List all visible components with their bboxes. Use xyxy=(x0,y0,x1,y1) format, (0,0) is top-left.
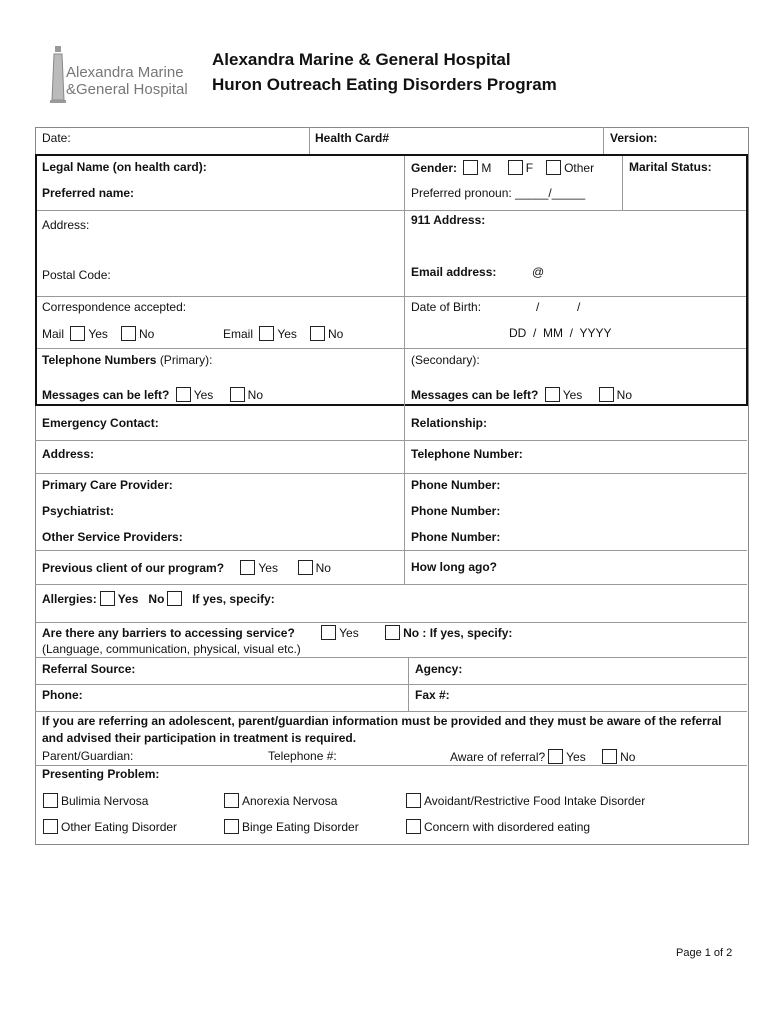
anorexia-checkbox[interactable] xyxy=(224,793,239,808)
previous-no-label: No xyxy=(315,561,331,575)
legal-name-label[interactable]: Legal Name (on health card): xyxy=(42,160,207,174)
messages-primary-no-checkbox[interactable] xyxy=(230,387,245,402)
previous-yes-label: Yes xyxy=(258,561,278,575)
anorexia-label: Anorexia Nervosa xyxy=(242,794,338,808)
logo-line1: Alexandra Marine xyxy=(66,64,184,81)
messages-secondary-yes-label: Yes xyxy=(562,388,583,402)
concern-label: Concern with disordered eating xyxy=(424,820,591,834)
previous-yes-checkbox[interactable] xyxy=(240,560,255,575)
adolescent-notice-line1: If you are referring an adolescent, parent/guardian information must be provided and they must be aware of the referral xyxy=(42,714,722,728)
previous-no-checkbox[interactable] xyxy=(298,560,313,575)
telephone-secondary-label[interactable]: (Secondary): xyxy=(411,353,480,367)
referral-source-label[interactable]: Referral Source: xyxy=(42,662,136,676)
fax-label[interactable]: Fax #: xyxy=(415,688,450,702)
agency-label[interactable]: Agency: xyxy=(415,662,463,676)
barriers-no-label: No : If yes, specify: xyxy=(403,626,513,640)
version-label[interactable]: Version: xyxy=(610,131,658,145)
option-anorexia xyxy=(221,793,337,808)
barriers-yes-label: Yes xyxy=(339,626,359,640)
allergies-specify-label: If yes, specify: xyxy=(192,592,275,606)
concern-checkbox[interactable] xyxy=(406,819,421,834)
email-at-symbol: @ xyxy=(532,265,545,279)
barriers-no-checkbox[interactable] xyxy=(385,625,400,640)
gender-field xyxy=(411,160,594,175)
dob-slash-2: / xyxy=(577,300,581,314)
barriers-subtext: (Language, communication, physical, visual etc.) xyxy=(42,642,301,656)
gender-other-checkbox[interactable] xyxy=(546,160,561,175)
aware-no-checkbox[interactable] xyxy=(602,749,617,764)
mail-option xyxy=(42,326,154,341)
email-no-checkbox[interactable] xyxy=(310,326,325,341)
messages-primary-yes-checkbox[interactable] xyxy=(176,387,191,402)
referral-phone-label[interactable]: Phone: xyxy=(42,688,83,702)
email-no-label: No xyxy=(327,327,344,341)
messages-label-2: Messages can be left? xyxy=(411,388,539,402)
mail-yes-label: Yes xyxy=(88,327,108,341)
messages-primary-no-label: No xyxy=(247,388,263,402)
gender-f-label: F xyxy=(525,161,534,175)
psychiatrist-label[interactable]: Psychiatrist: xyxy=(42,504,115,518)
gender-other-label: Other xyxy=(564,161,595,175)
allergies-row xyxy=(42,591,275,606)
mail-no-checkbox[interactable] xyxy=(121,326,136,341)
telephone-numbers-label: Telephone Numbers xyxy=(42,353,157,367)
arfid-checkbox[interactable] xyxy=(406,793,421,808)
allergies-no-checkbox[interactable] xyxy=(167,591,182,606)
other-ed-label: Other Eating Disorder xyxy=(61,820,178,834)
dob-format: DD / MM / YYYY xyxy=(509,326,612,340)
aware-yes-checkbox[interactable] xyxy=(548,749,563,764)
gender-m-label: M xyxy=(481,161,492,175)
other-providers-label[interactable]: Other Service Providers: xyxy=(42,530,183,544)
emergency-contact-label[interactable]: Emergency Contact: xyxy=(42,416,159,430)
aware-yes-label: Yes xyxy=(566,750,586,764)
mail-no-label: No xyxy=(138,327,155,341)
messages-label: Messages can be left? xyxy=(42,388,170,402)
aware-no-label: No xyxy=(620,750,636,764)
option-other-ed xyxy=(40,819,177,834)
page-number: Page 1 of 2 xyxy=(676,947,733,959)
presenting-problem-label: Presenting Problem: xyxy=(42,767,160,781)
hospital-title: Alexandra Marine & General Hospital xyxy=(212,50,511,69)
bulimia-label: Bulimia Nervosa xyxy=(61,794,149,808)
allergies-yes-label: Yes xyxy=(117,592,139,606)
marital-status-label[interactable]: Marital Status: xyxy=(629,160,712,174)
patient-info-box xyxy=(35,154,748,406)
date-label[interactable]: Date: xyxy=(42,131,71,145)
hospital-logo xyxy=(44,44,194,108)
email-yes-checkbox[interactable] xyxy=(259,326,274,341)
binge-checkbox[interactable] xyxy=(224,819,239,834)
primary-care-phone-label[interactable]: Phone Number: xyxy=(411,478,501,492)
correspondence-label: Correspondence accepted: xyxy=(42,300,187,314)
emergency-telephone-label[interactable]: Telephone Number: xyxy=(411,447,523,461)
messages-secondary-no-checkbox[interactable] xyxy=(599,387,614,402)
binge-label: Binge Eating Disorder xyxy=(242,820,359,834)
arfid-label: Avoidant/Restrictive Food Intake Disorder xyxy=(424,794,646,808)
email-short-label: Email xyxy=(223,327,254,341)
telephone-primary-label[interactable] xyxy=(42,353,212,367)
aware-of-referral-row xyxy=(450,749,635,764)
previous-client-label: Previous client of our program? xyxy=(42,561,225,575)
messages-secondary-no-label: No xyxy=(616,388,632,402)
option-arfid xyxy=(403,793,645,808)
other-ed-checkbox[interactable] xyxy=(43,819,58,834)
lighthouse-icon xyxy=(48,44,68,104)
previous-client-row xyxy=(42,560,331,575)
messages-secondary xyxy=(411,387,632,402)
option-bulimia xyxy=(40,793,148,808)
gender-m-checkbox[interactable] xyxy=(463,160,478,175)
address-911-label[interactable]: 911 Address: xyxy=(411,213,486,227)
email-yes-label: Yes xyxy=(277,327,297,341)
mail-label: Mail xyxy=(42,327,65,341)
dob-label[interactable]: Date of Birth: xyxy=(411,300,482,314)
option-binge xyxy=(221,819,359,834)
postal-code-label[interactable]: Postal Code: xyxy=(42,268,111,282)
address-label[interactable]: Address: xyxy=(42,218,90,232)
dob-slash-1: / xyxy=(536,300,540,314)
barriers-label: Are there any barriers to accessing service? xyxy=(42,626,295,640)
messages-primary-yes-label: Yes xyxy=(193,388,214,402)
logo-line2: &General Hospital xyxy=(66,81,188,98)
emergency-address-label[interactable]: Address: xyxy=(42,447,95,461)
primary-care-label[interactable]: Primary Care Provider: xyxy=(42,478,173,492)
allergies-label: Allergies: xyxy=(42,592,97,606)
allergies-no-label: No xyxy=(148,592,165,606)
adolescent-notice-line2: and advised their participation in treatment is required. xyxy=(42,731,357,745)
option-concern xyxy=(403,819,590,834)
barriers-yes-checkbox[interactable] xyxy=(321,625,336,640)
program-title: Huron Outreach Eating Disorders Program xyxy=(212,75,557,94)
email-address-label[interactable]: Email address: xyxy=(411,265,497,279)
psychiatrist-phone-label[interactable]: Phone Number: xyxy=(411,504,501,518)
health-card-label[interactable]: Health Card# xyxy=(315,131,390,145)
messages-secondary-yes-checkbox[interactable] xyxy=(545,387,560,402)
primary-label: (Primary): xyxy=(159,353,213,367)
bulimia-checkbox[interactable] xyxy=(43,793,58,808)
parent-telephone-label[interactable]: Telephone #: xyxy=(268,749,337,763)
relationship-label[interactable]: Relationship: xyxy=(411,416,488,430)
preferred-pronoun-label[interactable]: Preferred pronoun: _____/_____ xyxy=(411,186,586,200)
gender-f-checkbox[interactable] xyxy=(508,160,523,175)
preferred-name-label[interactable]: Preferred name: xyxy=(42,186,135,200)
how-long-ago-label[interactable]: How long ago? xyxy=(411,560,497,574)
gender-label: Gender: xyxy=(411,161,458,175)
mail-yes-checkbox[interactable] xyxy=(70,326,85,341)
other-providers-phone-label[interactable]: Phone Number: xyxy=(411,530,501,544)
barriers-row xyxy=(42,625,512,640)
aware-label: Aware of referral? xyxy=(450,750,546,764)
email-option xyxy=(223,326,343,341)
messages-primary xyxy=(42,387,263,402)
parent-guardian-label[interactable]: Parent/Guardian: xyxy=(42,749,134,763)
allergies-yes-checkbox[interactable] xyxy=(100,591,115,606)
